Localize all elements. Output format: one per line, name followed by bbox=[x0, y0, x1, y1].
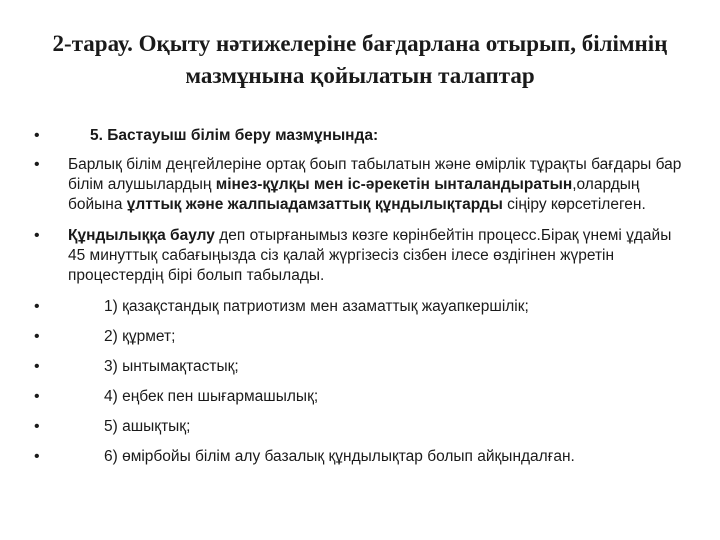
title-line-1: 2-тарау. Оқыту нәтижелеріне бағдарлана отырып, білімнің bbox=[52, 31, 668, 56]
bullet-dot-icon: • bbox=[34, 388, 40, 405]
page-title bbox=[30, 28, 690, 92]
value-item: 5) ашықтық; bbox=[104, 418, 191, 435]
bullet-dot-icon: • bbox=[34, 156, 40, 173]
bullet-dot-icon: • bbox=[34, 418, 40, 435]
bullet-dot-icon: • bbox=[34, 448, 40, 465]
paragraph-text: ,олардың бойына bbox=[68, 176, 640, 213]
emphasis-text: ұлттық және жалпыадамзаттық құндылықтарды bbox=[126, 196, 503, 213]
value-item: 2) құрмет; bbox=[104, 328, 176, 345]
list-item bbox=[34, 327, 684, 347]
list-item bbox=[34, 417, 684, 437]
bullet-dot-icon: • bbox=[34, 127, 40, 144]
emphasis-text: Құндылыққа баулу bbox=[68, 227, 215, 244]
list-item bbox=[34, 387, 684, 407]
title-line-2: мазмұнына қойылатын талаптар bbox=[185, 63, 535, 88]
list-item bbox=[34, 126, 684, 146]
bullet-dot-icon: • bbox=[34, 328, 40, 345]
section-heading: 5. Бастауыш білім беру мазмұнында: bbox=[90, 127, 379, 144]
value-item: 1) қазақстандық патриотизм мен азаматтық жауапкершілік; bbox=[104, 298, 529, 315]
list-item bbox=[34, 447, 684, 467]
paragraph-text: сіңіру көрсетілеген. bbox=[502, 196, 646, 213]
bullet-dot-icon: • bbox=[34, 298, 40, 315]
emphasis-text: мінез-құлқы мен іс-әрекетін ынталандыратын bbox=[215, 176, 573, 193]
list-item bbox=[34, 155, 684, 215]
value-item: 3) ынтымақтастық; bbox=[104, 358, 239, 375]
value-item: 4) еңбек пен шығармашылық; bbox=[104, 388, 319, 405]
paragraph-text: деп отырғанымыз көзге көрінбейтін процесс.Бірақ үнемі ұдайы 45 минуттық сабағыңызда сіз қалай жүргізесіз сізбен ілесе өздігінен жүретін процестердің бірі болып табылады. bbox=[68, 227, 672, 284]
value-item: 6) өмірбойы білім алу базалық құндылықтар болып айқындалған. bbox=[104, 448, 575, 465]
bullet-dot-icon: • bbox=[34, 358, 40, 375]
list-item bbox=[34, 297, 684, 317]
list-item bbox=[34, 226, 684, 286]
paragraph-text: Барлық білім деңгейлеріне ортақ боып табылатын және өмірлік тұрақты бағдары бар білім алушылардың bbox=[68, 156, 682, 193]
bullet-list bbox=[34, 126, 684, 477]
bullet-dot-icon: • bbox=[34, 227, 40, 244]
list-item bbox=[34, 357, 684, 377]
